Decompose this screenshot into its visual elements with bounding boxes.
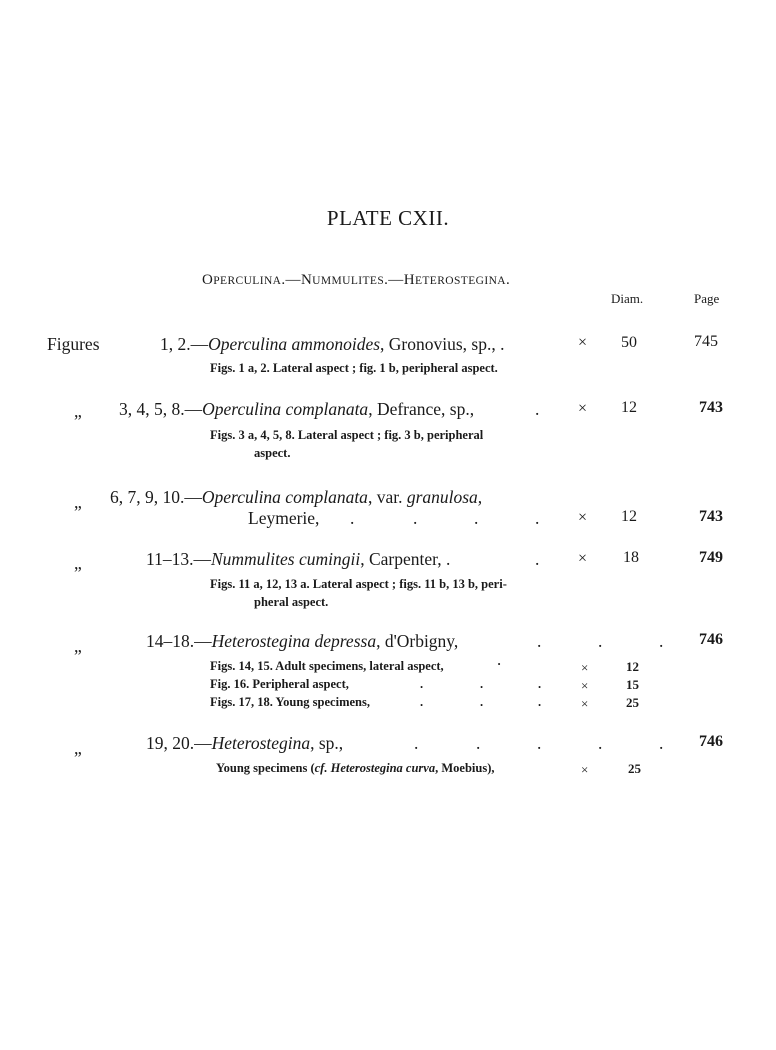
column-head-page: Page (694, 291, 720, 306)
leader-dot: . (420, 695, 424, 709)
magnification-symbol: × (581, 660, 589, 675)
species-authority: , var. (367, 487, 403, 507)
page-number: 746 (699, 733, 723, 750)
species-name: Operculina ammonoides (208, 334, 381, 354)
species-authority: , sp., (310, 733, 344, 753)
species-authority: , Carpenter, . (360, 549, 451, 569)
figure-note: aspect. (254, 446, 291, 460)
entry-numbers: 6, 7, 9, 10.— (110, 487, 202, 507)
leader-dot: . (659, 631, 664, 651)
entry-heading (110, 487, 482, 508)
diameter-value: 12 (626, 659, 639, 674)
diameter-value: 50 (621, 334, 637, 351)
figure-note: Fig. 16. Peripheral aspect, (210, 677, 349, 691)
magnification-symbol: × (578, 400, 588, 417)
leader-dot: . (538, 695, 542, 709)
leader-dot: . (537, 733, 542, 753)
subtitle-sep: .— (281, 272, 301, 288)
entry-numbers: 3, 4, 5, 8.— (119, 399, 203, 419)
diameter-value: 15 (626, 677, 639, 692)
species-authority: , d'Orbigny, (376, 631, 459, 651)
species-authority: , Gronovius, sp., . (380, 334, 505, 354)
entry-heading (146, 733, 343, 754)
entry-numbers: 1, 2.— (160, 334, 209, 354)
species-authority: , Moebius), (435, 761, 495, 775)
plate-title: PLATE CXII. (326, 206, 450, 230)
entry-heading (160, 334, 504, 355)
magnification-symbol: × (581, 762, 589, 777)
figure-note: Figs. 11 a, 12, 13 a. Lateral aspect ; figs. 11 b, 13 b, peri- (210, 577, 507, 591)
entry-heading (146, 549, 450, 570)
leader-dot: . (598, 733, 603, 753)
species-name: Heterostegina depressa (211, 631, 377, 651)
subtitle-sep: .— (384, 272, 404, 288)
subtitle-genus-nummulites: UMMULITES (312, 275, 385, 287)
subtitle-cap: N (300, 272, 313, 288)
magnification-symbol: × (578, 550, 588, 567)
cf-abbrev: cf. (314, 761, 328, 775)
entry-numbers: 11–13.— (146, 549, 211, 569)
variety-name: granulosa, (406, 487, 483, 507)
subtitle-genus-operculina: PERCULINA (213, 275, 282, 287)
ditto-mark: „ (74, 553, 82, 573)
leader-dot: . (350, 508, 355, 528)
authority-continuation: Leymerie, (248, 508, 320, 528)
ditto-mark: „ (74, 401, 82, 421)
column-head-diam: Diam. (611, 291, 644, 306)
magnification-symbol: × (581, 678, 589, 693)
ditto-mark: „ (74, 492, 82, 512)
leader-dot: . (480, 695, 484, 709)
figure-note: Figs. 14, 15. Adult specimens, lateral aspect, (210, 659, 444, 673)
leader-dot: . (535, 508, 540, 528)
magnification-symbol: × (578, 509, 588, 526)
magnification-symbol: × (578, 334, 588, 351)
page-number: 743 (699, 399, 723, 416)
leader-dot: . (476, 733, 481, 753)
leader-dot: . (535, 549, 540, 569)
species-name: Heterostegina (211, 733, 311, 753)
leader-dot: . (420, 677, 424, 691)
figure-note: Figs. 3 a, 4, 5, 8. Lateral aspect ; fig. 3 b, peripheral (210, 428, 484, 442)
page-number: 749 (699, 549, 723, 566)
entry-heading (119, 399, 474, 420)
diameter-value: 25 (628, 761, 641, 776)
leader-dot: · (497, 657, 502, 671)
figure-note: pheral aspect. (254, 595, 329, 609)
diameter-value: 12 (621, 399, 637, 416)
leader-dot: . (659, 733, 664, 753)
species-name: Operculina complanata (201, 487, 368, 507)
subtitle-genus-heterostegina: ETEROSTEGINA (414, 275, 506, 287)
leader-dot: . (414, 733, 419, 753)
page-number: 745 (694, 333, 718, 350)
leader-dot: . (413, 508, 418, 528)
species-name: Operculina complanata (202, 399, 369, 419)
leader-dot: . (538, 677, 542, 691)
leader-dot: . (535, 399, 540, 419)
leader-dot: . (537, 631, 542, 651)
diameter-value: 25 (626, 695, 639, 710)
figure-note (216, 761, 494, 776)
subtitle-cap: O (202, 272, 214, 288)
plate-subtitle (202, 272, 510, 289)
figure-note: Figs. 17, 18. Young specimens, (210, 695, 370, 709)
leader-dot: . (474, 508, 479, 528)
magnification-symbol: × (581, 696, 589, 711)
leader-dot: . (480, 677, 484, 691)
figure-note: Figs. 1 a, 2. Lateral aspect ; fig. 1 b, peripheral aspect. (210, 361, 498, 375)
species-name: Nummulites cumingii (210, 549, 361, 569)
page-number: 746 (699, 631, 723, 648)
figures-label: Figures (47, 334, 100, 354)
species-name: Heterostegina curva (330, 761, 436, 775)
entry-numbers: 14–18.— (146, 631, 212, 651)
ditto-mark: „ (74, 738, 82, 758)
page-number: 743 (699, 508, 723, 525)
leader-dot: . (598, 631, 603, 651)
entry-heading (146, 631, 458, 652)
ditto-mark: „ (74, 636, 82, 656)
species-authority: , Defrance, sp., (368, 399, 475, 419)
diameter-value: 12 (621, 508, 637, 525)
entry-numbers: 19, 20.— (146, 733, 212, 753)
subtitle-sep: . (505, 272, 511, 288)
diameter-value: 18 (623, 549, 639, 566)
subtitle-cap: H (403, 272, 415, 288)
young-specimens-text: Young specimens ( (216, 761, 315, 775)
